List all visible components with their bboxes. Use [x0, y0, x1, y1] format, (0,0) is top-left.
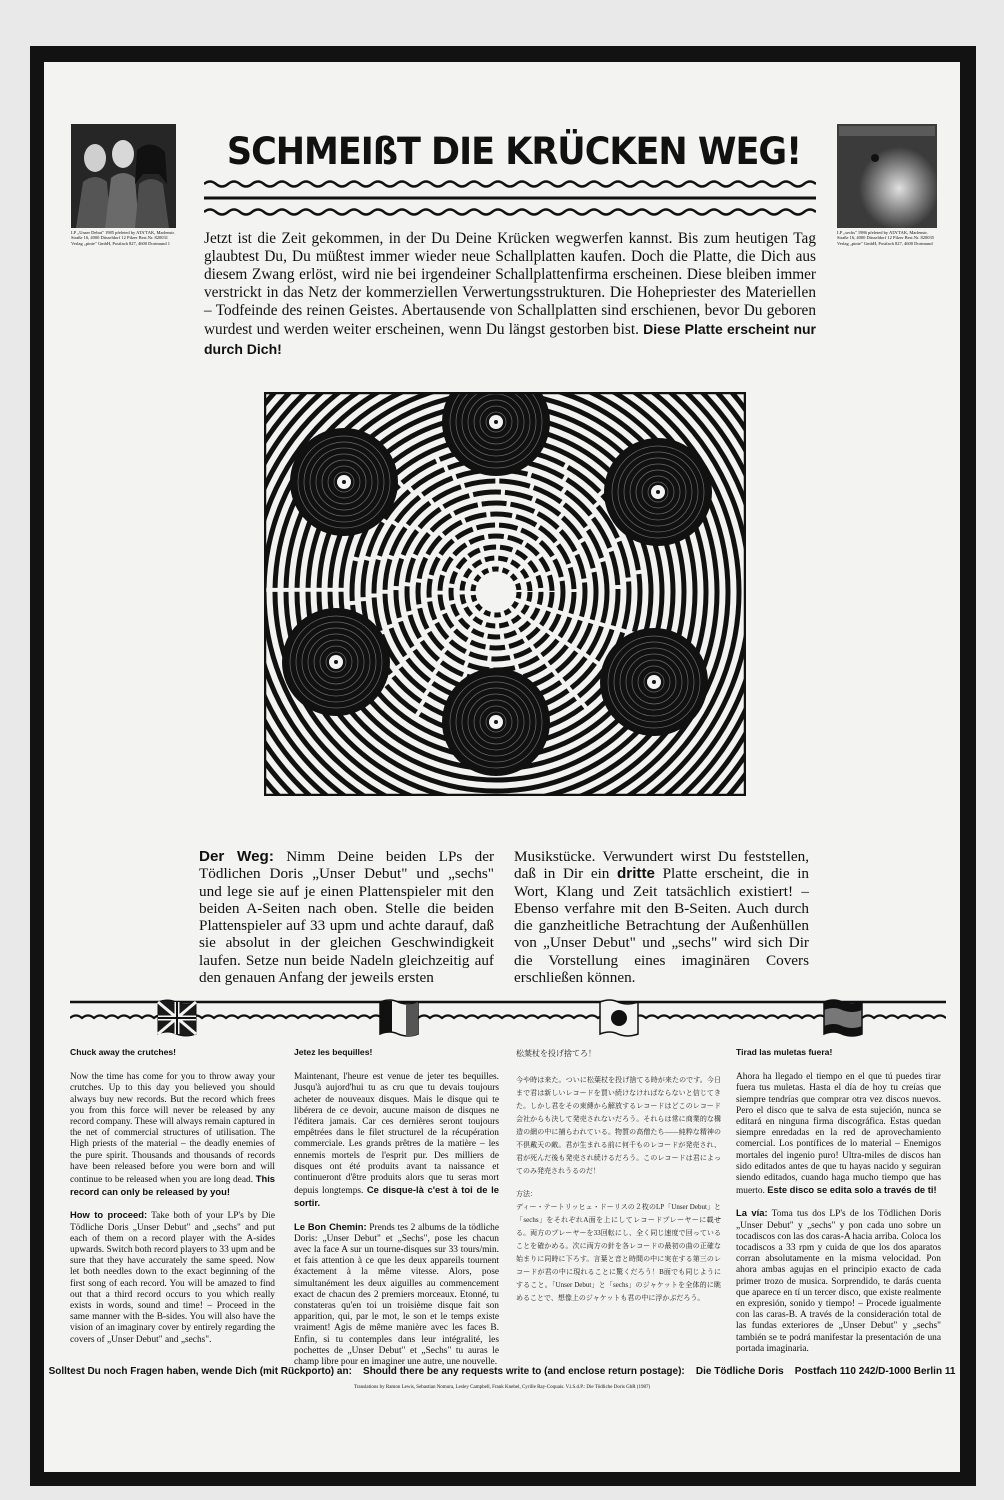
french-p2-text: Prends tes 2 albums de la tödliche Doris: „Unser Debut" et „Sechs", pose les chacun avec la face A sur un tourne-disques sur 33 tours/min. et fais attention à ce que les deux appareils tournent éxactement à la même vitesse. Alors, pose simultanément les deux aiguilles au commencement exact de chacun des 2 premiers morceaux. Etonné, tu constateras qu'en toi un troisième disque fait son apparition, qui, par le mot, le son et le temps existe vraiment! Agis de même manière avec les faces B. Enfin, si tu contemples dans leur intégralité, les pochettes de „Unser Debut" et „Sechs" tu auras le champ libre pour en imaginer une autre, une nouvelle.: [294, 1222, 500, 1368]
spanish-column: [736, 1047, 941, 1365]
record-spindle-hole: [494, 420, 498, 424]
der-weg-left-text: Nimm Deine beiden LPs der Tödlichen Doris „Unser Debut" und „sechs" und lege sie auf je einen Plattenspieler mit den beiden A-Seiten nach oben. Stelle die beiden Plattenspieler auf 33 upm und achte darauf, daß sie absolut in der gleichen Geschwindigkeit laufen. Setze nun beide Nadeln gleichzeitig auf den genauen Anfang der jeweils ersten: [199, 848, 495, 987]
cover-photo-sechs: [837, 124, 937, 228]
record-disc: [290, 428, 398, 536]
spanish-p1-text: Ahora ha llegado el tiempo en el que tú puedes tirar fuera tus muletas. Hasta el día de hoy tu creías que siempre tendrías que comprar otra vez discos nuevos. Pero el disco que te salva de esta sujeción, nunca se editará en ninguna firma discográfica. Estas quedan siempre enredadas en la red de aprovechamiento comercial. Los pontífices de lo material – Enemigos mortales del ingenio puro! Ultra-miles de discos han sido editados antes de que tu hayas nacido y seguiran siendo editados, cuando haga mucho tiempo que has muerto.: [736, 1072, 941, 1197]
french-p2-lead: Le Bon Chemin:: [294, 1220, 367, 1232]
record-spindle-hole: [652, 680, 656, 684]
der-weg-right-column: [514, 848, 809, 986]
der-weg-right-text-b: Platte erscheint, die in Wort, Klang und Zeit tatsächlich existiert! – Ebenso verfahre mit den B-Seiten. Auch durch die ganzheitliche Betrachtung der Außenhüllen von „Unser Debut" und „sechs" wird sich Dir die Vorstellung eines imaginären Covers erschließen können.: [514, 865, 810, 987]
intro-bold: Diese Platte erscheint nur durch Dich!: [204, 321, 816, 357]
french-heading: Jetez les bequilles!: [294, 1047, 373, 1057]
english-paragraph-1: [70, 1072, 275, 1199]
band-photo-unser-debut: [71, 124, 176, 228]
poster: [44, 62, 960, 1472]
spanish-paragraph-2: [736, 1207, 941, 1355]
french-p1-text: Maintenant, l'heure est venue de jeter tes bequilles. Jusqu'à aujord'hui tu as cru que tu devais toujours acheter de nouveaux disques. Mais le disque qui te libérera de ce devoir, aucune maison de disques ne l'éditera jamais. Car ces dernières seront toujours empêtrées dans le filet structurel de la récupération commerciale. Les grands prêtres de la matière – les ennemis mortels de l'esprit pur. Des milliers de disques ont été produits avant ta naissance et continueront d'être produits alors que tu seras mort depuis longtemps.: [294, 1072, 499, 1197]
english-p1-text: Now the time has come for you to throw away your crutches. Up to this day you believed you should always buy new records. But the record which frees you from this force will never be released by any record company. These will always remain captured in the net of commercial structures of utilisation. The High priests of the material – the deadly enemies of the pure spirit. Thousands and thousands of records have been released before you were born and will continue to be released when you are long dead.: [70, 1072, 275, 1186]
spain-flag-icon: [822, 996, 864, 1038]
spanish-paragraph-1: [736, 1072, 941, 1197]
spanish-heading: Tirad las muletas fuera!: [736, 1047, 833, 1057]
english-paragraph-2: [70, 1209, 275, 1345]
record-disc: [282, 608, 390, 716]
japan-flag-icon: [598, 996, 640, 1038]
japanese-paragraph-1: 今や時は来た。ついに松葉杖を投げ捨てる時が来たのです。今日まで君は新しいレコードを買い続けなければならないと信じてきた。しかし君をその束縛から解放するレコードはどこのレコード会社からも決して発売されないだろう。それらは常に商業的な構造の網の中に捕らわれている。物質の高僧たち――純粋な精神の不倶戴天の敵。君が生まれる前に何千ものレコードが発売され、君が死んだ後も発売され続けるだろう。このレコードは君によってのみ発売されうるのだ！: [516, 1076, 721, 1175]
english-column: [70, 1047, 275, 1356]
ring-pattern: [264, 392, 746, 796]
french-p1-bold: Ce disque-là c'est à toi de le sortir.: [294, 1184, 500, 1209]
center-glow: [476, 572, 516, 612]
record-spindle-hole: [342, 480, 346, 484]
caption-sechs: LP „sechs" 1986 pfeleted by ATA'TAK, Marlenstr. Straße 16, 4000 Düsseldorf 12 Pilzer Best.Nr. 820035 Verlag „pinie" GmbH, Postfach 827, 4600 Dortmund: [837, 230, 934, 246]
record-disc: [442, 668, 550, 776]
spanish-p2-lead: La vía:: [736, 1207, 768, 1219]
english-p1-bold: This record can only be released by you!: [70, 1173, 276, 1198]
der-weg-right-bold: dritte: [617, 865, 655, 883]
der-weg-right-text-a: Musikstücke. Verwundert wirst Du feststellen, daß in Dir ein: [514, 848, 809, 883]
japanese-heading: 松葉杖を投げ捨てろ！: [516, 1049, 596, 1058]
english-p2-text: Take both of your LP's by Die Tödliche Doris „Unser Debut" and „sechs" and put each of them on a record player with the A-sides upwards. Switch both record players to 33 upm and be sure that they have accurately the same speed. Now let both needles down to the exact beginning of the first song of each record. You will be amazed to find out that a third record occurs to you which really exists in words, sound and time! – Proceed in the same manner with the B-sides. You will also have the vision of an imaginary cover by entirely regarding the covers of „Unser Debut" and „sechs".: [70, 1211, 275, 1345]
spanish-p1-bold: Este disco se edita solo a través de ti!: [767, 1184, 937, 1196]
der-weg-lead: Der Weg:: [199, 848, 274, 865]
record-spindle-hole: [656, 490, 660, 494]
record-disc: [600, 628, 708, 736]
spanish-p2-text: Toma tus dos LP's de los Tödlichen Doris „Unser Debut" y „sechs" y pon cada uno sobre un tocadiscos con las dos caras-A hacia arriba. Coloca los tocadiscos a 33 rpm y cuida de que los dos aparatos corran absolutamente en la misma velocidad. Pon ahora ambas agujas en el principio exacto de cada primer trozo de musica. Sorprendido, te darás cuenta que aparece en tí un tercer disco, que existe realmente en expresión, sonido y tiempo! – Procede igualmente con las caras-B. A través de la consideración total de las fundas exteriores de „Unser Debut" y „sechs" también se te podrá manifestar la presentación de una portada imaginaria.: [736, 1209, 941, 1354]
japanese-p2-text: ディー・テートリッヒェ・ドーリスの２枚のLP「Unser Debut」と「sechs」をそれぞれA面を上にしてレコードプレーヤーに載せる。両方のプレーヤーを33回転にし、全く同じ速度で回っていることを確かめる。次に両方の針を各レコードの最初の曲の正確な始まりに同時に下ろす。言葉と音と時間の中に実在する第三のレコードが君の中に現れることに驚くだろう！B面でも同じようにすること。「Unser Debut」と「sechs」のジャケットを全体的に眺めることで、想像上のジャケットも君の中に浮かぶだろう。: [516, 1203, 721, 1302]
japanese-p2-lead: 方法：: [516, 1190, 537, 1198]
record-spindle-hole: [334, 660, 338, 664]
french-paragraph-1: [294, 1072, 499, 1210]
english-heading: Chuck away the crutches!: [70, 1047, 177, 1057]
intro-text: [204, 230, 816, 359]
japanese-column: [516, 1047, 721, 1315]
france-flag-icon: [378, 996, 420, 1038]
title-wave-rule: [204, 176, 816, 222]
french-paragraph-2: [294, 1221, 499, 1369]
flag-wave-rule: [70, 992, 946, 1036]
record-disc: [604, 438, 712, 546]
english-p2-lead: How to proceed:: [70, 1209, 148, 1221]
poster-title: SCHMEIßT DIE KRÜCKEN WEG!: [226, 130, 802, 174]
record-spindle-hole: [494, 720, 498, 724]
records-illustration: [264, 392, 746, 796]
japanese-paragraph-2: [516, 1188, 721, 1305]
uk-flag-icon: [156, 996, 198, 1038]
der-weg-left-column: [199, 848, 494, 986]
caption-unser-debut: LP „Unser Debut" 1985 pfeleted by ATA'TAK, Marlenstr. Straße 16, 4000 Düsseldorf 12 Pilzer Best.Nr. 820031 Verlag „pinie" GmbH, Postfach 827, 4600 Dortmund 1: [71, 230, 175, 246]
intro-body: Jetzt ist die Zeit gekommen, in der Du Deine Krücken wegwerfen kannst. Bis zum heutigen Tag glaubtest Du, Du müßtest immer wieder neue Schallplatten kaufen. Doch die Platte, die Dich aus diesem Zwang erlöst, wird nie bei irgendeiner Schallplattenfirma erscheinen. Diese bleiben immer verstrickt in das Netz der kommerziellen Verwertungsstrukturen. Die Hohepriester des Materiellen – Todfeinde des reinen Geistes. Abertausende von Schallplatten sind erschienen, bevor Du geboren wurdest und werden weiter erscheinen, wenn Du längst gestorben bist.: [204, 230, 816, 339]
french-column: [294, 1047, 499, 1378]
contact-footer: Solltest Du noch Fragen haben, wende Dich (mit Rückporto) an: Should there be any requests write to (and enclose return postage): Die Tödliche Doris Postfach 110 242/D-1000 Berlin 11: [48, 1366, 956, 1377]
translation-credits: Translations by Ramon Lewis, Sebastian Nomura, Lesley Campbell, Frank Knebel, Cyrille Ray-Coquais. V.i.S.d.P.: Die Tödliche Doris GbR (1987): [353, 1385, 651, 1390]
